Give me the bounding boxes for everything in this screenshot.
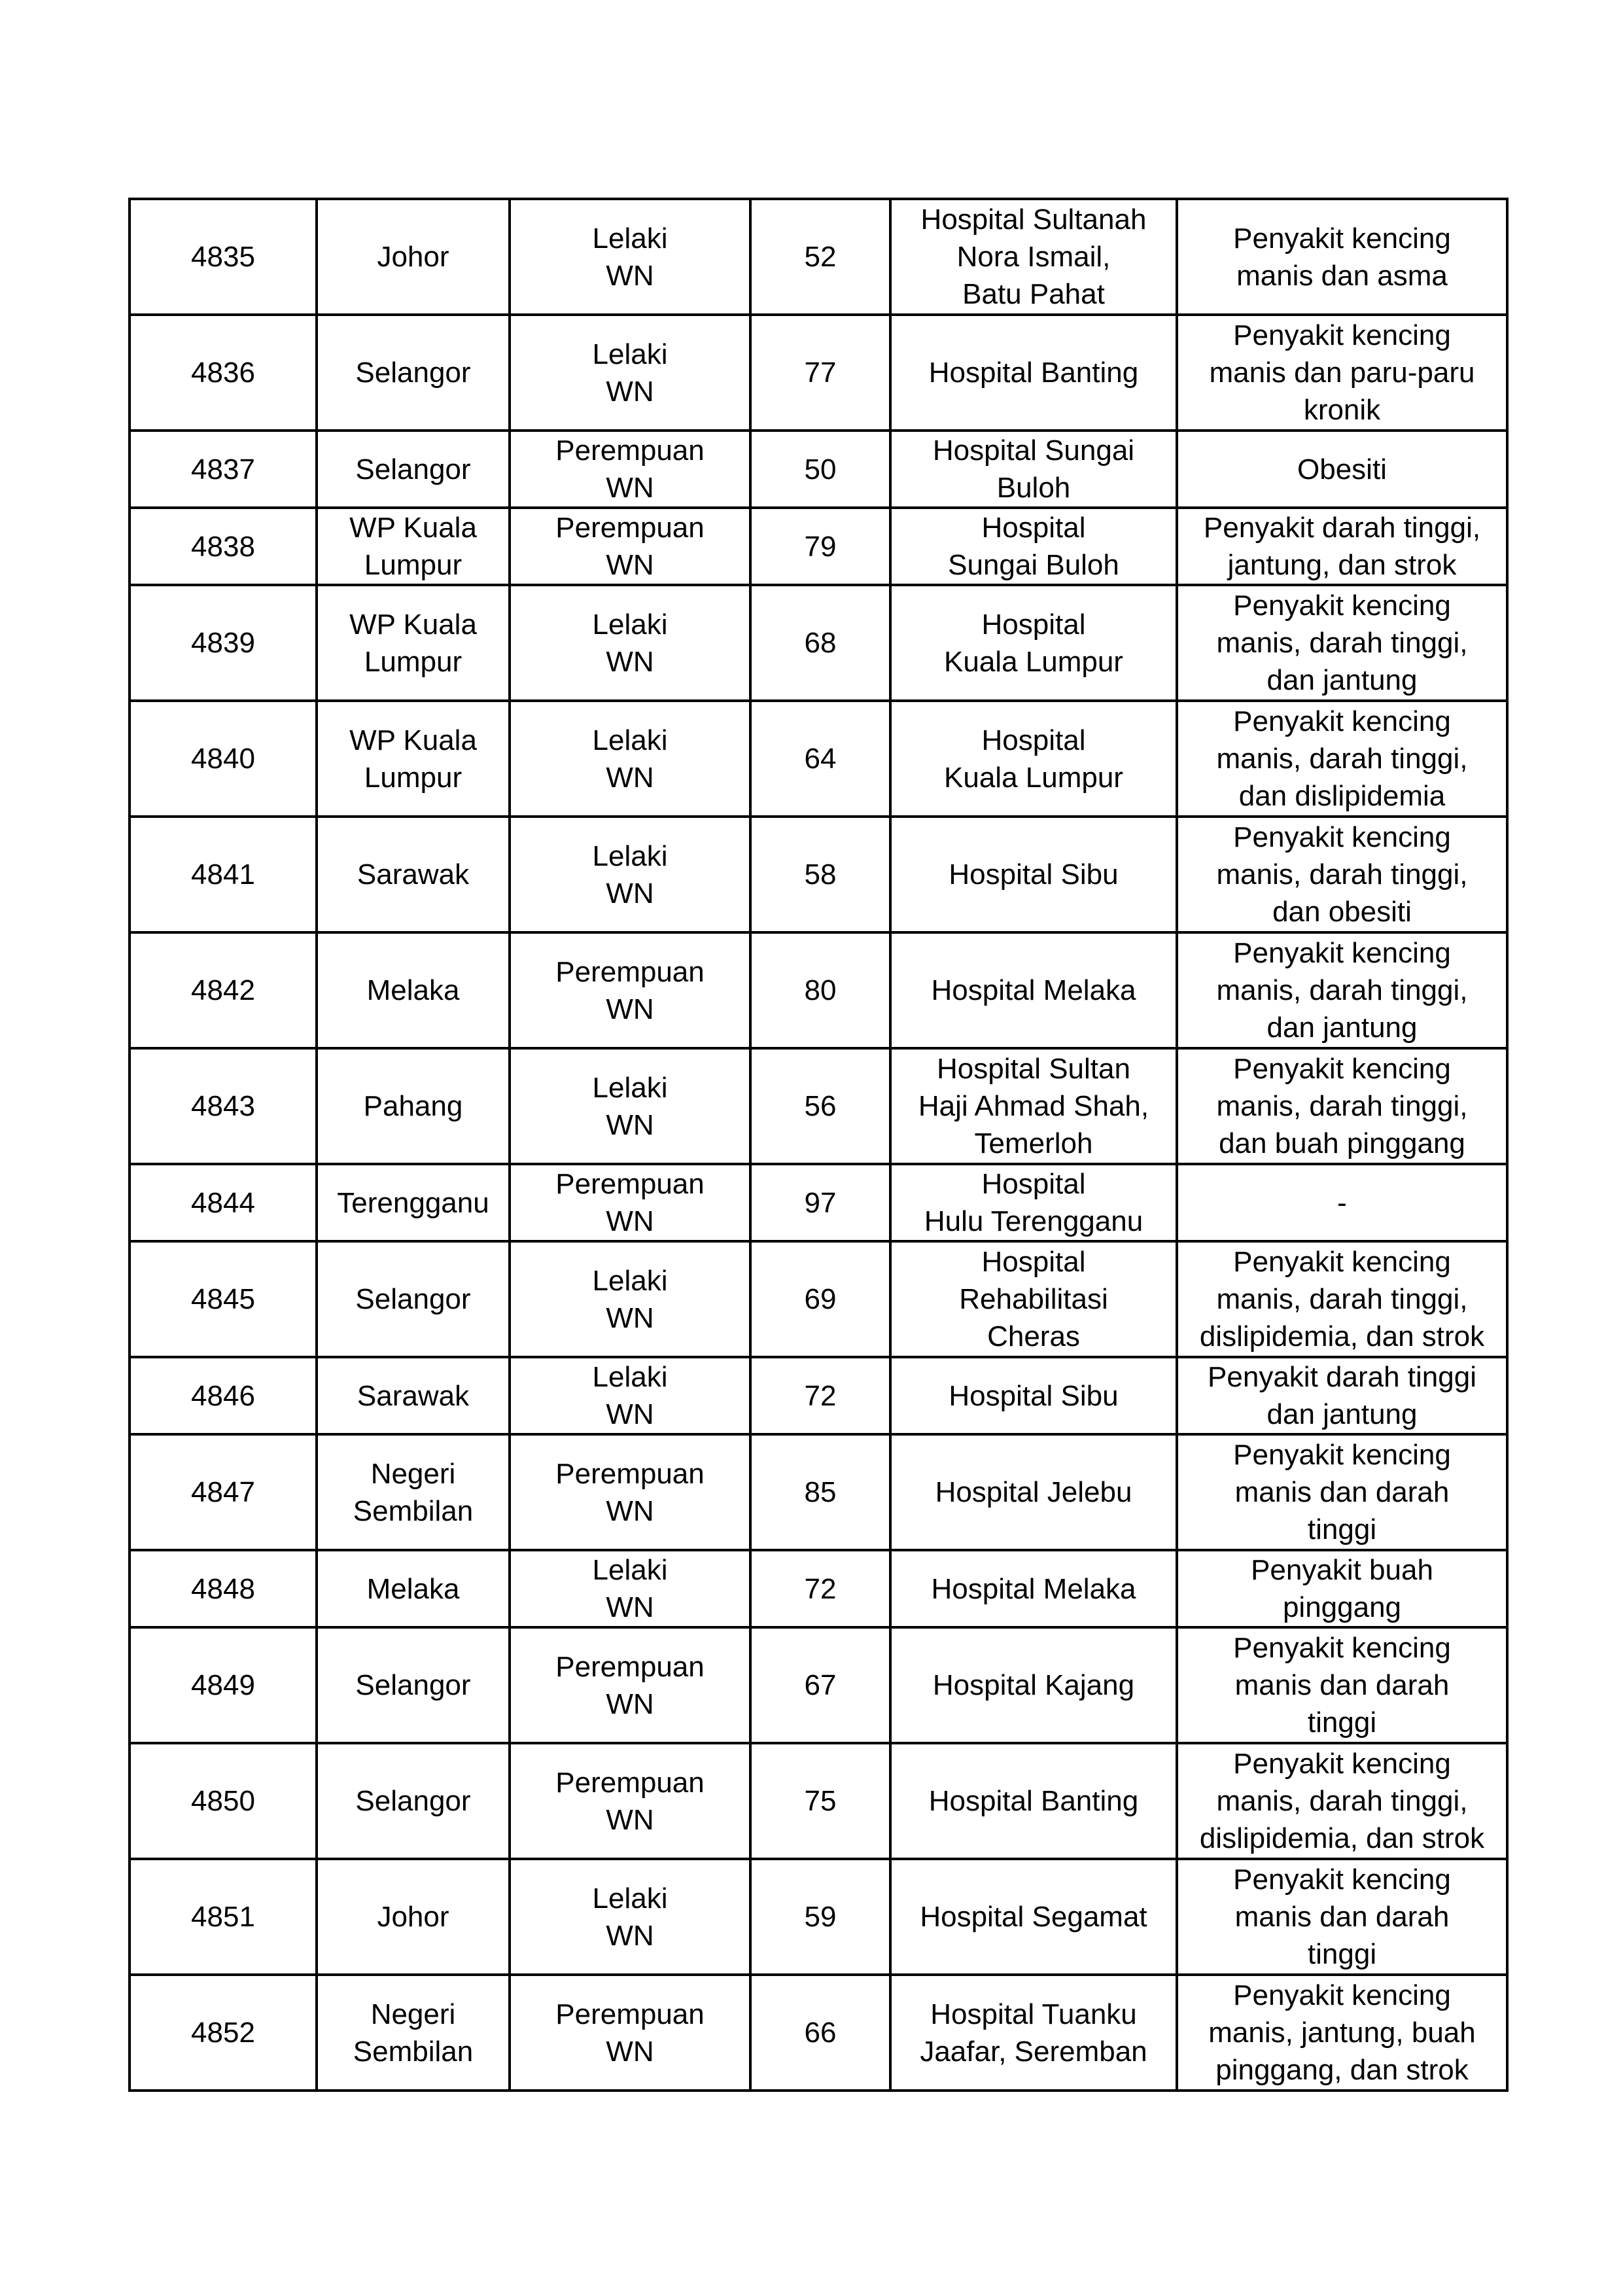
state-cell xyxy=(317,508,510,585)
gender-nationality-line: WN xyxy=(606,472,654,504)
gender-nationality-cell xyxy=(510,508,750,585)
comorbidity-cell xyxy=(1177,585,1507,701)
gender-nationality-line: Perempuan xyxy=(555,1168,705,1200)
gender-nationality-line: WN xyxy=(606,375,654,408)
table-row xyxy=(130,1241,1507,1357)
comorbidity-line: dan jantung xyxy=(1266,664,1418,696)
comorbidity-line: manis, darah tinggi, xyxy=(1216,1785,1468,1817)
gender-nationality-cell xyxy=(510,1434,750,1550)
comorbidity-line: dan obesiti xyxy=(1272,896,1412,928)
table-row xyxy=(130,1975,1507,2091)
comorbidity-line: Penyakit kencing xyxy=(1233,937,1451,969)
hospital-line: Batu Pahat xyxy=(962,278,1105,310)
comorbidity-cell xyxy=(1177,1627,1507,1743)
state-cell xyxy=(317,1164,510,1241)
case-number-cell: 4843 xyxy=(130,1048,317,1164)
state-line: Sarawak xyxy=(357,858,470,891)
state-line: Negeri xyxy=(370,1457,456,1490)
state-line: Melaka xyxy=(366,1572,460,1605)
age-cell: 80 xyxy=(750,932,890,1048)
comorbidity-line: manis, darah tinggi, xyxy=(1216,627,1468,659)
table-row xyxy=(130,1164,1507,1241)
comorbidity-line: pinggang, dan strok xyxy=(1215,2054,1469,2086)
hospital-cell xyxy=(890,1241,1177,1357)
comorbidity-line: manis dan darah xyxy=(1234,1476,1450,1508)
comorbidity-cell xyxy=(1177,431,1507,508)
comorbidity-line: Penyakit kencing xyxy=(1233,1053,1451,1085)
hospital-cell xyxy=(890,1859,1177,1975)
gender-nationality-cell xyxy=(510,199,750,315)
comorbidity-line: dan buah pinggang xyxy=(1219,1127,1465,1159)
gender-nationality-cell xyxy=(510,1975,750,2091)
hospital-line: Hospital xyxy=(981,512,1086,544)
state-cell xyxy=(317,932,510,1048)
gender-nationality-cell xyxy=(510,1743,750,1859)
gender-nationality-cell xyxy=(510,1241,750,1357)
gender-nationality-cell xyxy=(510,701,750,817)
table-row xyxy=(130,315,1507,431)
state-line: Sembilan xyxy=(353,2035,474,2068)
gender-nationality-line: WN xyxy=(606,1803,654,1836)
comorbidity-cell xyxy=(1177,199,1507,315)
death-cases-table xyxy=(128,198,1509,2092)
age-cell: 85 xyxy=(750,1434,890,1550)
gender-nationality-cell xyxy=(510,1357,750,1434)
state-line: Johor xyxy=(377,241,449,273)
comorbidity-line: dislipidemia, dan strok xyxy=(1199,1320,1485,1352)
comorbidity-line: manis, jantung, buah xyxy=(1208,2017,1476,2049)
comorbidity-line: manis, darah tinggi, xyxy=(1216,858,1468,891)
case-number-cell: 4842 xyxy=(130,932,317,1048)
gender-nationality-line: Lelaki xyxy=(592,839,668,872)
gender-nationality-line: Perempuan xyxy=(555,1998,705,2030)
state-line: Pahang xyxy=(363,1090,463,1122)
comorbidity-cell xyxy=(1177,1743,1507,1859)
comorbidity-line: Penyakit kencing xyxy=(1233,590,1451,622)
case-number-cell: 4851 xyxy=(130,1859,317,1975)
hospital-line: Hulu Terengganu xyxy=(924,1205,1143,1237)
gender-nationality-line: WN xyxy=(606,645,654,678)
gender-nationality-line: WN xyxy=(606,1301,654,1334)
gender-nationality-cell xyxy=(510,585,750,701)
gender-nationality-line: Lelaki xyxy=(592,1264,668,1297)
comorbidity-line: Penyakit kencing xyxy=(1233,821,1451,853)
gender-nationality-line: Lelaki xyxy=(592,1554,668,1586)
hospital-line: Hospital xyxy=(981,1246,1086,1278)
hospital-line: Buloh xyxy=(996,472,1071,504)
state-line: Selangor xyxy=(355,1669,471,1701)
gender-nationality-line: Lelaki xyxy=(592,222,668,255)
age-cell: 67 xyxy=(750,1627,890,1743)
comorbidity-line: Penyakit kencing xyxy=(1233,1439,1451,1471)
age-cell: 77 xyxy=(750,315,890,431)
hospital-line: Hospital Sungai xyxy=(932,434,1135,467)
hospital-line: Hospital Banting xyxy=(928,357,1139,389)
case-number-cell: 4840 xyxy=(130,701,317,817)
hospital-line: Hospital xyxy=(981,608,1086,641)
case-number-cell: 4835 xyxy=(130,199,317,315)
hospital-cell xyxy=(890,315,1177,431)
hospital-cell xyxy=(890,1743,1177,1859)
comorbidity-line: dan jantung xyxy=(1266,1398,1418,1430)
gender-nationality-line: WN xyxy=(606,1205,654,1237)
comorbidity-line: Penyakit kencing xyxy=(1233,1863,1451,1896)
state-cell xyxy=(317,1627,510,1743)
gender-nationality-line: WN xyxy=(606,1591,654,1623)
hospital-line: Hospital Sultan xyxy=(937,1053,1130,1085)
hospital-line: Hospital Banting xyxy=(928,1785,1139,1817)
comorbidity-line: Penyakit kencing xyxy=(1233,1748,1451,1780)
gender-nationality-line: Lelaki xyxy=(592,724,668,756)
comorbidity-cell xyxy=(1177,508,1507,585)
comorbidity-line: manis dan paru-paru xyxy=(1209,357,1475,389)
table-row xyxy=(130,1859,1507,1975)
comorbidity-cell xyxy=(1177,1357,1507,1434)
case-number-cell: 4847 xyxy=(130,1434,317,1550)
hospital-line: Hospital xyxy=(981,724,1086,756)
hospital-line: Kuala Lumpur xyxy=(944,761,1123,794)
age-cell: 79 xyxy=(750,508,890,585)
table-row xyxy=(130,199,1507,315)
case-number-cell: 4844 xyxy=(130,1164,317,1241)
case-number-cell: 4837 xyxy=(130,431,317,508)
state-cell xyxy=(317,431,510,508)
comorbidity-line: Penyakit kencing xyxy=(1233,705,1451,737)
hospital-cell xyxy=(890,431,1177,508)
table-row xyxy=(130,1357,1507,1434)
state-line: Lumpur xyxy=(364,549,462,581)
age-cell: 58 xyxy=(750,817,890,932)
gender-nationality-line: Lelaki xyxy=(592,1071,668,1104)
case-number-cell: 4850 xyxy=(130,1743,317,1859)
comorbidity-cell xyxy=(1177,1048,1507,1164)
comorbidity-line: Penyakit buah xyxy=(1251,1554,1433,1586)
gender-nationality-cell xyxy=(510,315,750,431)
state-line: WP Kuala xyxy=(349,512,477,544)
hospital-line: Hospital Melaka xyxy=(931,1572,1136,1605)
gender-nationality-cell xyxy=(510,431,750,508)
age-cell: 56 xyxy=(750,1048,890,1164)
comorbidity-line: manis dan darah xyxy=(1234,1669,1450,1701)
age-cell: 52 xyxy=(750,199,890,315)
comorbidity-line: Obesiti xyxy=(1297,453,1387,486)
hospital-line: Hospital Tuanku xyxy=(930,1998,1137,2030)
case-number-cell: 4836 xyxy=(130,315,317,431)
hospital-line: Hospital Sibu xyxy=(949,858,1119,891)
comorbidity-line: manis dan darah xyxy=(1234,1901,1450,1933)
age-cell: 97 xyxy=(750,1164,890,1241)
comorbidity-cell xyxy=(1177,1434,1507,1550)
comorbidity-cell xyxy=(1177,1975,1507,2091)
table-row xyxy=(130,1550,1507,1627)
hospital-line: Sungai Buloh xyxy=(948,549,1119,581)
state-cell xyxy=(317,817,510,932)
comorbidity-line: dan jantung xyxy=(1266,1012,1418,1044)
age-cell: 50 xyxy=(750,431,890,508)
gender-nationality-line: WN xyxy=(606,761,654,794)
state-line: WP Kuala xyxy=(349,724,477,756)
age-cell: 72 xyxy=(750,1550,890,1627)
gender-nationality-line: WN xyxy=(606,2035,654,2068)
hospital-line: Hospital Segamat xyxy=(920,1901,1147,1933)
state-cell xyxy=(317,1048,510,1164)
gender-nationality-line: Perempuan xyxy=(555,1457,705,1490)
state-line: Selangor xyxy=(355,453,471,486)
age-cell: 75 xyxy=(750,1743,890,1859)
comorbidity-line: Penyakit kencing xyxy=(1233,222,1451,255)
state-line: Lumpur xyxy=(364,645,462,678)
state-line: Sarawak xyxy=(357,1379,470,1412)
hospital-cell xyxy=(890,817,1177,932)
gender-nationality-cell xyxy=(510,932,750,1048)
state-line: Negeri xyxy=(370,1998,456,2030)
table-row xyxy=(130,817,1507,932)
table-row xyxy=(130,1743,1507,1859)
state-line: Melaka xyxy=(366,974,460,1006)
hospital-cell xyxy=(890,1357,1177,1434)
hospital-line: Kuala Lumpur xyxy=(944,645,1123,678)
comorbidity-line: manis, darah tinggi, xyxy=(1216,974,1468,1006)
comorbidity-line: kronik xyxy=(1303,394,1381,426)
state-line: WP Kuala xyxy=(349,608,477,641)
table-row xyxy=(130,1048,1507,1164)
gender-nationality-line: WN xyxy=(606,1108,654,1141)
comorbidity-line: manis, darah tinggi, xyxy=(1216,1090,1468,1122)
comorbidity-line: dan dislipidemia xyxy=(1238,780,1446,812)
comorbidity-cell xyxy=(1177,817,1507,932)
gender-nationality-cell xyxy=(510,1164,750,1241)
table-body xyxy=(130,199,1507,2091)
comorbidity-line: tinggi xyxy=(1307,1938,1377,1970)
case-number-cell: 4838 xyxy=(130,508,317,585)
comorbidity-cell xyxy=(1177,701,1507,817)
age-cell: 72 xyxy=(750,1357,890,1434)
comorbidity-line: manis dan asma xyxy=(1236,259,1448,292)
gender-nationality-line: Lelaki xyxy=(592,1882,668,1915)
state-cell xyxy=(317,1434,510,1550)
state-line: Selangor xyxy=(355,357,471,389)
state-line: Terengganu xyxy=(337,1186,489,1219)
gender-nationality-line: Lelaki xyxy=(592,608,668,641)
state-cell xyxy=(317,199,510,315)
gender-nationality-cell xyxy=(510,1859,750,1975)
table-row xyxy=(130,701,1507,817)
state-line: Selangor xyxy=(355,1283,471,1315)
comorbidity-cell xyxy=(1177,1164,1507,1241)
state-line: Lumpur xyxy=(364,761,462,794)
table-row xyxy=(130,508,1507,585)
age-cell: 64 xyxy=(750,701,890,817)
state-cell xyxy=(317,585,510,701)
hospital-line: Hospital Sultanah xyxy=(920,203,1147,236)
comorbidity-cell xyxy=(1177,1550,1507,1627)
state-cell xyxy=(317,1241,510,1357)
hospital-line: Hospital xyxy=(981,1168,1086,1200)
gender-nationality-line: WN xyxy=(606,549,654,581)
hospital-line: Hospital Sibu xyxy=(949,1379,1119,1412)
gender-nationality-line: Perempuan xyxy=(555,1766,705,1799)
case-number-cell: 4845 xyxy=(130,1241,317,1357)
table-row xyxy=(130,431,1507,508)
gender-nationality-line: Perempuan xyxy=(555,434,705,467)
age-cell: 69 xyxy=(750,1241,890,1357)
gender-nationality-line: WN xyxy=(606,1398,654,1430)
comorbidity-line: Penyakit kencing xyxy=(1233,319,1451,351)
gender-nationality-line: WN xyxy=(606,1919,654,1952)
comorbidity-line: Penyakit kencing xyxy=(1233,1632,1451,1664)
age-cell: 59 xyxy=(750,1859,890,1975)
hospital-line: Hospital Melaka xyxy=(931,974,1136,1006)
table-row xyxy=(130,1627,1507,1743)
case-number-cell: 4852 xyxy=(130,1975,317,2091)
table-row xyxy=(130,932,1507,1048)
gender-nationality-cell xyxy=(510,1048,750,1164)
comorbidity-line: Penyakit darah tinggi, xyxy=(1203,512,1481,544)
comorbidity-line: - xyxy=(1337,1186,1347,1219)
comorbidity-line: Penyakit kencing xyxy=(1233,1246,1451,1278)
hospital-cell xyxy=(890,932,1177,1048)
comorbidity-cell xyxy=(1177,932,1507,1048)
hospital-cell xyxy=(890,1048,1177,1164)
comorbidity-line: Penyakit kencing xyxy=(1233,1979,1451,2011)
gender-nationality-cell xyxy=(510,817,750,932)
hospital-cell xyxy=(890,1975,1177,2091)
gender-nationality-line: WN xyxy=(606,259,654,292)
case-number-cell: 4839 xyxy=(130,585,317,701)
gender-nationality-line: Perempuan xyxy=(555,1650,705,1683)
state-cell xyxy=(317,1550,510,1627)
gender-nationality-line: WN xyxy=(606,1494,654,1527)
comorbidity-line: jantung, dan strok xyxy=(1227,549,1457,581)
state-cell xyxy=(317,1743,510,1859)
gender-nationality-line: WN xyxy=(606,877,654,910)
state-cell xyxy=(317,701,510,817)
gender-nationality-line: Perempuan xyxy=(555,512,705,544)
age-cell: 66 xyxy=(750,1975,890,2091)
case-number-cell: 4849 xyxy=(130,1627,317,1743)
hospital-cell xyxy=(890,585,1177,701)
gender-nationality-cell xyxy=(510,1550,750,1627)
gender-nationality-line: Lelaki xyxy=(592,1361,668,1393)
state-line: Selangor xyxy=(355,1785,471,1817)
hospital-line: Temerloh xyxy=(974,1127,1093,1159)
table-row xyxy=(130,1434,1507,1550)
hospital-cell xyxy=(890,199,1177,315)
comorbidity-cell xyxy=(1177,315,1507,431)
hospital-cell xyxy=(890,1627,1177,1743)
hospital-line: Jaafar, Seremban xyxy=(920,2035,1147,2068)
comorbidity-line: tinggi xyxy=(1307,1706,1377,1739)
hospital-line: Hospital Jelebu xyxy=(935,1476,1132,1508)
state-cell xyxy=(317,315,510,431)
hospital-line: Hospital Kajang xyxy=(932,1669,1135,1701)
gender-nationality-line: Perempuan xyxy=(555,955,705,988)
hospital-cell xyxy=(890,1164,1177,1241)
age-cell: 68 xyxy=(750,585,890,701)
table-row xyxy=(130,585,1507,701)
hospital-line: Cheras xyxy=(987,1320,1080,1352)
hospital-cell xyxy=(890,1550,1177,1627)
gender-nationality-line: WN xyxy=(606,1687,654,1720)
hospital-cell xyxy=(890,1434,1177,1550)
case-number-cell: 4848 xyxy=(130,1550,317,1627)
gender-nationality-line: WN xyxy=(606,993,654,1025)
hospital-line: Rehabilitasi xyxy=(959,1283,1108,1315)
hospital-line: Nora Ismail, xyxy=(956,241,1111,273)
gender-nationality-cell xyxy=(510,1627,750,1743)
state-cell xyxy=(317,1975,510,2091)
comorbidity-line: manis, darah tinggi, xyxy=(1216,1283,1468,1315)
state-line: Sembilan xyxy=(353,1494,474,1527)
comorbidity-line: pinggang xyxy=(1282,1591,1402,1623)
hospital-cell xyxy=(890,701,1177,817)
comorbidity-line: Penyakit darah tinggi xyxy=(1208,1361,1476,1393)
comorbidity-line: dislipidemia, dan strok xyxy=(1199,1822,1485,1854)
case-number-cell: 4841 xyxy=(130,817,317,932)
hospital-cell xyxy=(890,508,1177,585)
comorbidity-line: manis, darah tinggi, xyxy=(1216,743,1468,775)
state-line: Johor xyxy=(377,1901,449,1933)
state-cell xyxy=(317,1859,510,1975)
comorbidity-cell xyxy=(1177,1241,1507,1357)
gender-nationality-line: Lelaki xyxy=(592,338,668,370)
state-cell xyxy=(317,1357,510,1434)
hospital-line: Haji Ahmad Shah, xyxy=(918,1090,1149,1122)
comorbidity-line: tinggi xyxy=(1307,1513,1377,1545)
comorbidity-cell xyxy=(1177,1859,1507,1975)
case-number-cell: 4846 xyxy=(130,1357,317,1434)
